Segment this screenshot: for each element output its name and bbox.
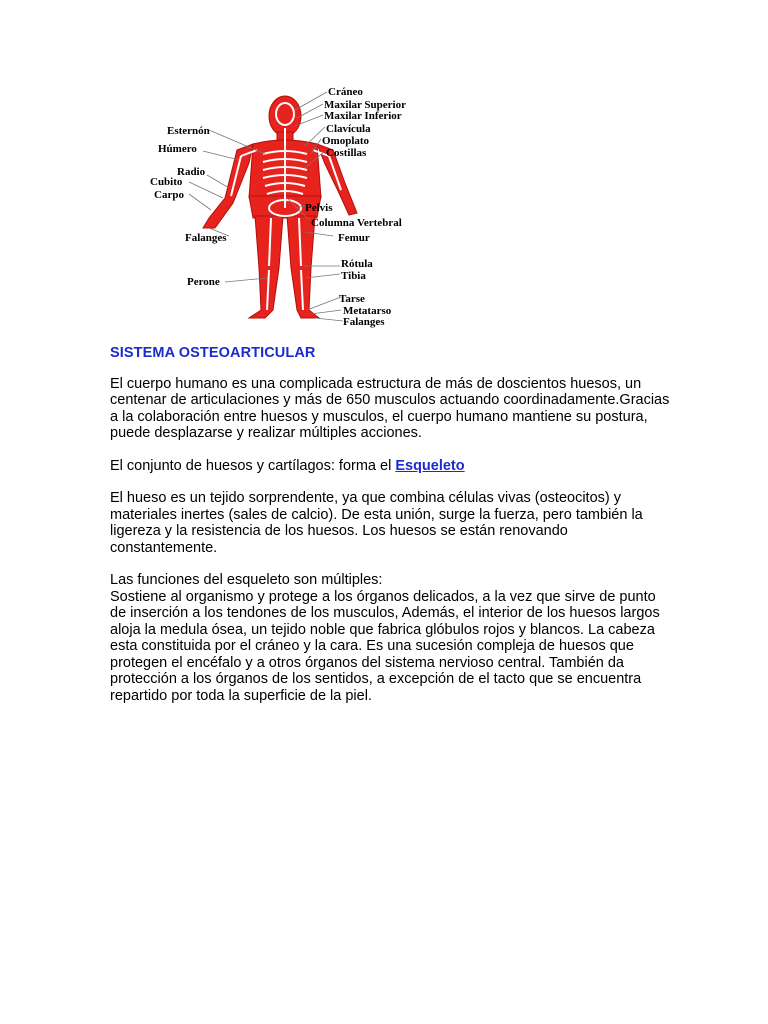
label-rotula: Rótula (341, 258, 373, 270)
article-heading: SISTEMA OSTEOARTICULAR (110, 345, 316, 361)
label-perone: Perone (187, 276, 220, 288)
article (110, 345, 670, 720)
label-cubito: Cubito (150, 176, 183, 188)
paragraph-skeleton (110, 458, 670, 475)
label-omoplato: Omoplato (322, 135, 370, 147)
label-clavicula: Clavícula (326, 123, 371, 135)
skeleton-illustration (145, 78, 430, 338)
label-falanges-pie: Falanges (343, 316, 385, 328)
esqueleto-link[interactable]: Esqueleto (395, 457, 465, 474)
label-columna-vertebral: Columna Vertebral (311, 217, 402, 229)
label-radio: Radio (177, 166, 206, 178)
paragraph-bone-tissue: El hueso es un tejido sorprendente, ya que combina células vivas (osteocitos) y materiales inertes (sales de calcio). De esta unión, surge la fuerza, pero también la ligereza y la resistencia de los huesos. Los huesos se están renovando constantemente. (110, 490, 643, 556)
label-falanges-mano: Falanges (185, 232, 227, 244)
paragraph-intro: El cuerpo humano es una complicada estructura de más de doscientos huesos, un centenar de articulaciones y más de 650 musculos actuando coordinadamente.Gracias a la colaboración entre huesos y musculos, el cuerpo humano mantiene su postura, puede desplazarse y realizar múltiples acciones. (110, 375, 670, 441)
label-tarse: Tarse (339, 293, 365, 305)
label-pelvis: Pelvis (305, 202, 333, 214)
label-tibia: Tibia (341, 270, 366, 282)
paragraph-skeleton-text: El conjunto de huesos y cartílagos: forma el (110, 457, 396, 474)
label-maxilar-superior: Maxilar Superior (324, 99, 406, 111)
label-costillas: Costillas (326, 147, 367, 159)
label-craneo: Cráneo (328, 86, 363, 98)
paragraph-functions (110, 572, 670, 704)
label-esternon: Esternón (167, 125, 210, 137)
skeleton-diagram (145, 78, 430, 338)
label-maxilar-inferior: Maxilar Inferior (324, 110, 402, 122)
functions-intro: Las funciones del esqueleto son múltiples: (110, 572, 383, 588)
functions-body: Sostiene al organismo y protege a los órganos delicados, a la vez que sirve de punto de inserción a los tendones de los musculos, Además, el interior de los huesos largos aloja la medula ósea, un tejido noble que fabrica glóbulos rojos y blancos. La cabeza esta constituida por el cráneo y la cara. Es una sucesión compleja de huesos que protegen el encéfalo y a otros órganos del sistema nervioso central. También da protección a los órganos de los sentidos, a excepción de el tacto que se encuentra repartido por toda la superficie de la piel. (110, 588, 660, 704)
label-metatarso: Metatarso (343, 305, 392, 317)
label-carpo: Carpo (154, 189, 184, 201)
label-humero: Húmero (158, 143, 197, 155)
label-femur: Femur (338, 232, 370, 244)
